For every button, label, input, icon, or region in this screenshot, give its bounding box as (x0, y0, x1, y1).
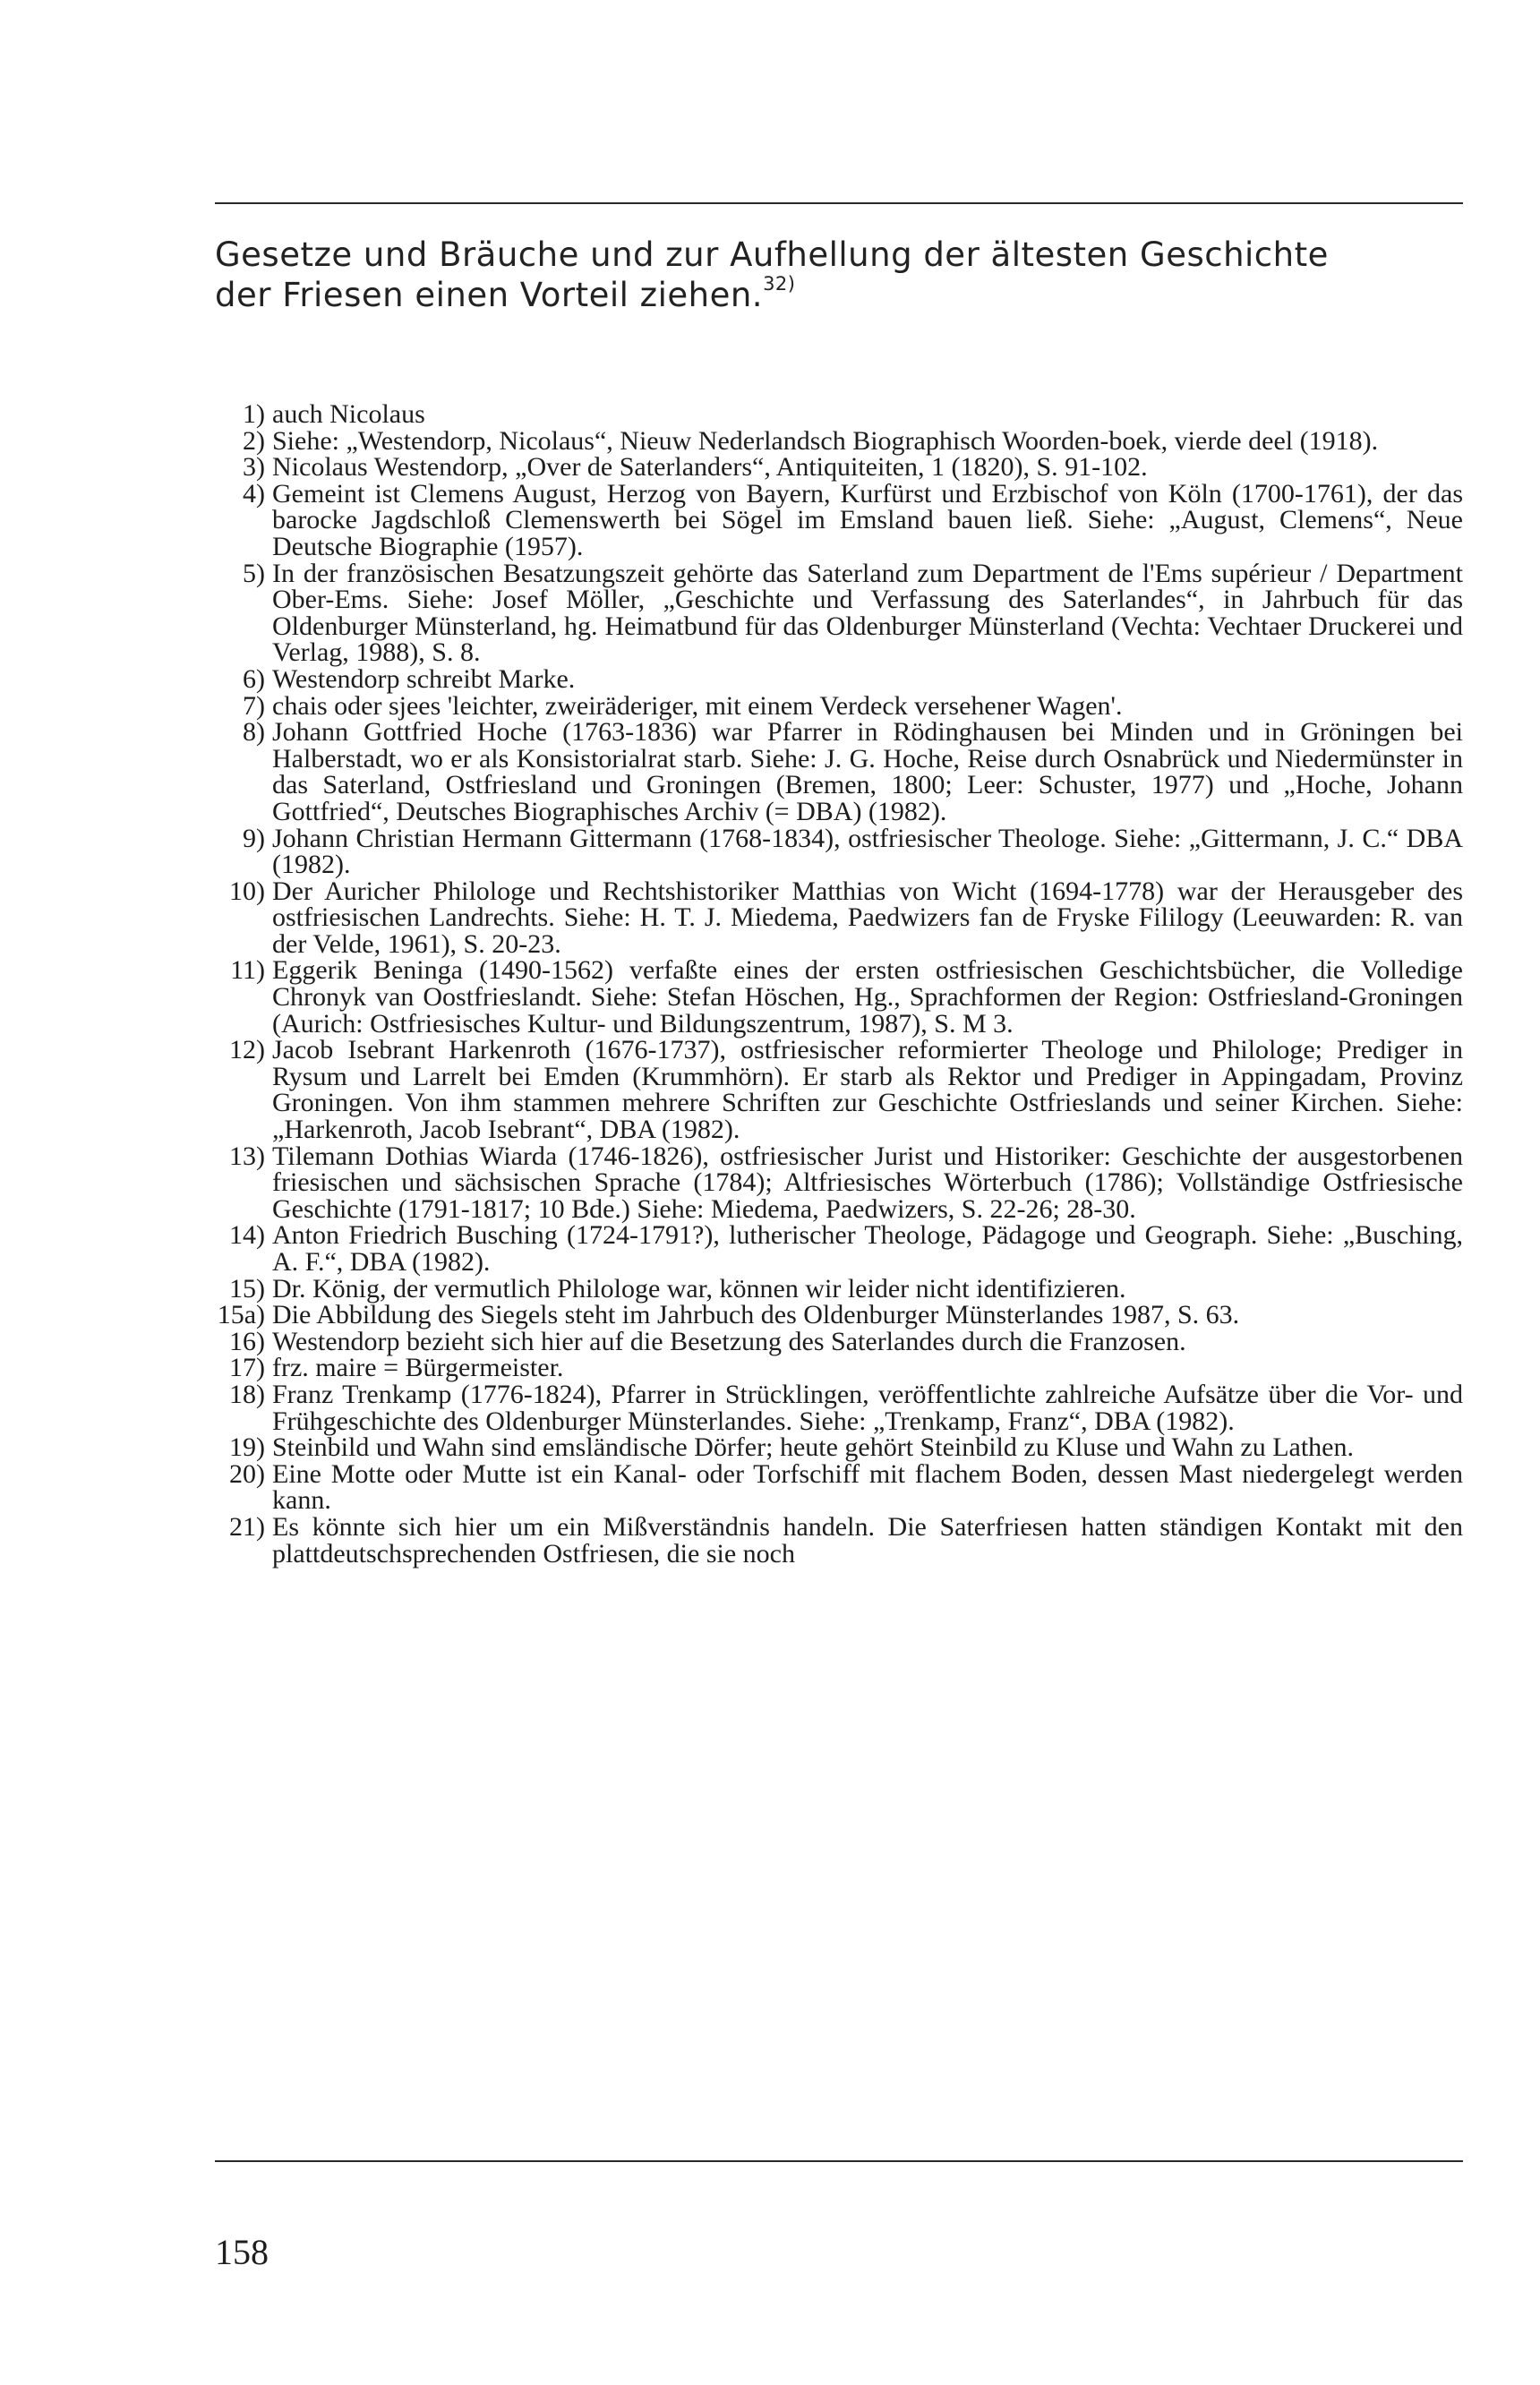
footnote-item (215, 560, 1463, 666)
footnote-item (215, 690, 1463, 721)
footnote-number: 6) (243, 663, 265, 694)
footnote-text: Franz Trenkamp (1776-1824), Pfarrer in Strücklingen, veröffentlichte zahlreiche Aufsätze über die Vor- und Frühgeschichte des Oldenburger Münsterlandes. Siehe: „Trenkamp, Franz“, DBA (1982). (272, 1379, 1463, 1436)
bottom-rule (215, 2160, 1463, 2162)
footnote-text: Johann Gottfried Hoche (1763-1836) war Pfarrer in Rödinghausen bei Minden und in Gröningen bei Halberstadt, wo er als Konsistorialrat starb. Siehe: J. G. Hoche, Reise durch Osnabrück und Niedermünster in das Saterland, Ostfriesland und Groningen (Bremen, 1800; Leer: Schuster, 1977) und „Hoche, Johann Gottfried“, Deutsches Biographisches Archiv (= DBA) (1982). (272, 717, 1463, 826)
footnote-item (215, 401, 1463, 428)
footnote-number: 8) (243, 717, 265, 748)
footnote-number: 4) (243, 478, 265, 509)
footnotes (215, 401, 1463, 1567)
page-number: 158 (215, 2232, 269, 2272)
footnote-item (215, 478, 1463, 561)
footnote-number: 14) (229, 1220, 265, 1251)
footnote-number: 9) (243, 823, 265, 853)
footnote-number: 7) (243, 690, 265, 721)
footnote-text: Anton Friedrich Busching (1724-1791?), lutherischer Theologe, Pädagoge und Geograph. Siehe: „Busching, A. F.“, DBA (1982). (272, 1220, 1463, 1277)
footnote-number: 10) (229, 876, 265, 906)
footnote-text: auch Nicolaus (272, 399, 425, 429)
footnote-item (215, 1035, 1463, 1145)
footnote-item (215, 1458, 1463, 1516)
footnote-number: 18) (229, 1379, 265, 1409)
footnote-item (215, 1511, 1463, 1569)
footnote-number: 12) (229, 1035, 265, 1065)
footnote-text: Westendorp bezieht sich hier auf die Besetzung des Saterlandes durch die Franzosen. (272, 1326, 1186, 1356)
footnote-text: Nicolaus Westendorp, „Over de Saterlanders“, Antiquiteiten, 1 (1820), S. 91-102. (272, 452, 1148, 483)
footnote-item (215, 1434, 1463, 1461)
top-rule (215, 202, 1463, 204)
footnote-text: Westendorp schreibt Marke. (272, 663, 576, 694)
footnote-text: chais oder sjees 'leichter, zweiräderiger, mit einem Verdeck versehener Wagen'. (272, 690, 1123, 721)
footnote-number: 13) (229, 1141, 265, 1171)
footnote-item (215, 1273, 1463, 1304)
footnote-item (215, 719, 1463, 825)
body-line-2-text: der Friesen einen Vorteil ziehen. (215, 276, 764, 314)
footnote-number: 3) (243, 452, 265, 483)
footnote-item (215, 1355, 1463, 1381)
footnote-number: 15a) (217, 1300, 265, 1330)
body-line-1: Gesetze und Bräuche und zur Aufhellung der ältesten Geschichte (215, 235, 1329, 274)
footnote-text: Dr. König, der vermutlich Philologe war, können wir leider nicht identifizieren. (272, 1273, 1126, 1304)
footnote-text: Die Abbildung des Siegels steht im Jahrbuch des Oldenburger Münsterlandes 1987, S. 63. (272, 1300, 1240, 1330)
footnote-text: Eggerik Beninga (1490-1562) verfaßte eines der ersten ostfriesischen Geschichtsbücher, die Volledige Chronyk van Oostfrieslandt. Siehe: Stefan Höschen, Hg., Sprachformen der Region: Ostfriesland-Groningen (Aurich: Ostfriesisches Kultur- und Bildungszentrum, 1987), S. M 3. (272, 955, 1463, 1039)
footnote-item (215, 1143, 1463, 1223)
footnote-number: 21) (229, 1511, 265, 1542)
footnote-text: Gemeint ist Clemens August, Herzog von Bayern, Kurfürst und Erzbischof von Köln (1700-1761), der das barocke Jagdschloß Clemenswerth bei Sögel im Emsland bauen ließ. Siehe: „August, Clemens“, Neue Deutsche Biographie (1957). (272, 478, 1463, 561)
footnote-item (215, 663, 1463, 694)
footnote-item (215, 1381, 1463, 1434)
footnote-item (215, 957, 1463, 1037)
footnote-item (215, 1302, 1463, 1329)
footnote-number: 5) (243, 558, 265, 588)
footnote-number: 19) (229, 1432, 265, 1463)
footnote-reference: 32) (763, 272, 796, 295)
footnote-item (215, 1222, 1463, 1275)
body-text (215, 235, 1468, 315)
footnote-text: Es könnte sich hier um ein Mißverständnis handeln. Die Saterfriesen hatten ständigen Kontakt mit den plattdeutschsprechenden Ostfriesen, die sie noch (272, 1511, 1463, 1569)
footnote-text: Steinbild und Wahn sind emsländische Dörfer; heute gehört Steinbild zu Kluse und Wahn zu Lathen. (272, 1432, 1354, 1463)
footnote-item (215, 878, 1463, 958)
footnote-number: 17) (229, 1353, 265, 1383)
footnote-number: 2) (243, 425, 265, 456)
footnote-text: Siehe: „Westendorp, Nicolaus“, Nieuw Nederlandsch Biographisch Woorden-boek, vierde deel (1918). (272, 425, 1379, 456)
footnote-number: 15) (229, 1273, 265, 1304)
footnote-number: 20) (229, 1458, 265, 1489)
footnote-text: Eine Motte oder Mutte ist ein Kanal- oder Torfschiff mit flachem Boden, dessen Mast niedergelegt werden kann. (272, 1458, 1463, 1516)
body-line-2 (215, 272, 1468, 315)
footnote-item (215, 825, 1463, 878)
footnote-text: Tilemann Dothias Wiarda (1746-1826), ostfriesischer Jurist und Historiker: Geschichte der ausgestorbenen friesischen und sächsischen Sprache (1784); Altfriesisches Wörterbuch (1786); Vollständige Ostfriesische Geschichte (1791-1817; 10 Bde.) Siehe: Miedema, Paedwizers, S. 22-26; 28-30. (272, 1141, 1463, 1224)
footnote-item (215, 454, 1463, 481)
footnote-text: Johann Christian Hermann Gittermann (1768-1834), ostfriesischer Theologe. Siehe: „Gittermann, J. C.“ DBA (1982). (272, 823, 1463, 880)
footnote-item (215, 425, 1463, 456)
footnote-text: Jacob Isebrant Harkenroth (1676-1737), ostfriesischer reformierter Theologe und Philologe; Prediger in Rysum und Larrelt bei Emden (Krummhörn). Er starb als Rektor und Prediger in Appingadam, Provinz Groningen. Von ihm stammen mehrere Schriften zur Geschichte Ostfrieslands und seiner Kirchen. Siehe: „Harkenroth, Jacob Isebrant“, DBA (1982). (272, 1035, 1463, 1145)
footnote-text: frz. maire = Bürgermeister. (272, 1353, 564, 1383)
footnote-text: In der französischen Besatzungszeit gehörte das Saterland zum Department de l'Ems supérieur / Department Ober-Ems. Siehe: Josef Möller, „Geschichte und Verfassung des Saterlandes“, in Jahrbuch für das Oldenburger Münsterland, hg. Heimatbund für das Oldenburger Münsterland (Vechta: Vechtaer Druckerei und Verlag, 1988), S. 8. (272, 558, 1463, 668)
footnote-number: 16) (229, 1326, 265, 1356)
footnote-number: 1) (243, 399, 265, 429)
footnote-item (215, 1326, 1463, 1356)
footnote-text: Der Auricher Philologe und Rechtshistoriker Matthias von Wicht (1694-1778) war der Herausgeber des ostfriesischen Landrechts. Siehe: H. T. J. Miedema, Paedwizers fan de Fryske Fililogy (Leeuwarden: R. van der Velde, 1961), S. 20-23. (272, 876, 1463, 959)
footnote-number: 11) (230, 955, 265, 986)
